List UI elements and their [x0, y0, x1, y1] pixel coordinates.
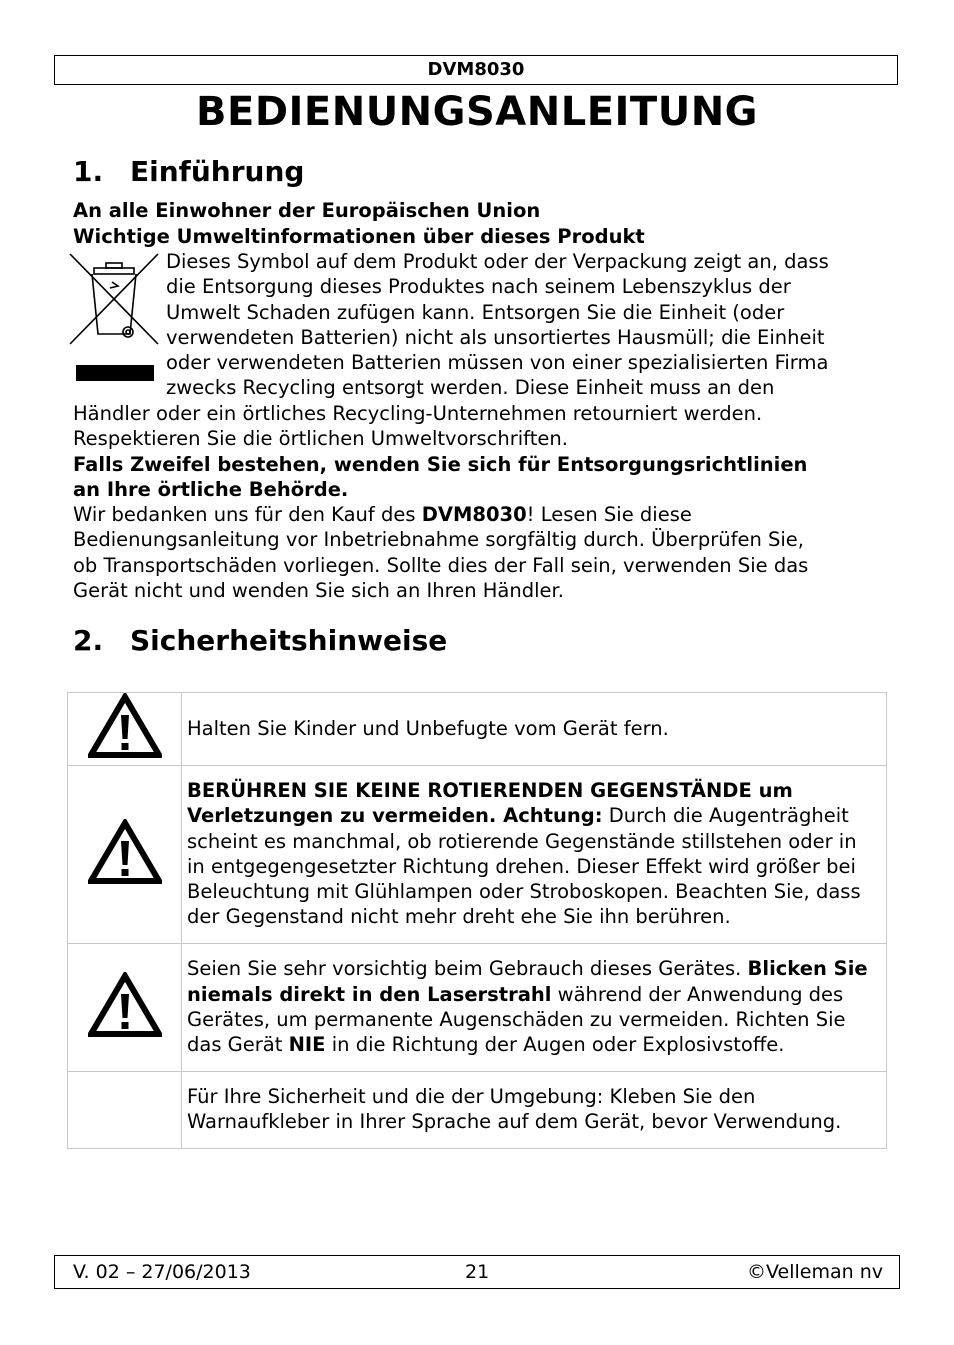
safety-bold-text: NIE: [288, 1033, 326, 1057]
weee-rest-line: Händler oder ein örtliches Recycling-Unternehmen retourniert werden.: [73, 402, 763, 425]
footer-page-number: 21: [465, 1261, 490, 1283]
safety-text-cell: [182, 944, 887, 1072]
warning-triangle-icon: [88, 819, 162, 885]
weee-line: oder verwendeten Batterien müssen von einer spezialisierten Firma: [166, 351, 829, 375]
safety-text: Halten Sie Kinder und Unbefugte vom Gerät fern.: [187, 716, 669, 740]
thanks-pre: Wir bedanken uns für den Kauf des: [73, 503, 422, 527]
safety-icon-cell: [68, 766, 182, 944]
safety-text: in die Richtung der Augen oder Explosivstoffe.: [325, 1033, 785, 1057]
safety-text-cell: [182, 693, 887, 766]
eu-residents-heading: An alle Einwohner der Europäischen Union: [73, 199, 541, 222]
thanks-post: ! Lesen Sie diese: [526, 503, 692, 527]
thanks-line: Gerät nicht und wenden Sie sich an Ihren Händler.: [73, 579, 564, 603]
thanks-line: ob Transportschäden vorliegen. Sollte dies der Fall sein, verwenden Sie das: [73, 553, 809, 577]
warning-triangle-icon: [88, 693, 162, 759]
document-title: BEDIENUNGSANLEITUNG: [196, 89, 758, 135]
section-2-heading: [73, 623, 447, 659]
weee-rest-line: Respektieren Sie die örtlichen Umweltvorschriften.: [73, 427, 568, 451]
weee-line: zwecks Recycling entsorgt werden. Diese Einheit muss an den: [166, 376, 775, 400]
safety-icon-cell: [68, 944, 182, 1072]
safety-row: [68, 766, 887, 944]
header-model: DVM8030: [54, 55, 898, 85]
weee-bin-icon: [68, 252, 160, 384]
footer: [54, 1255, 900, 1289]
footer-copyright: ©Velleman nv: [747, 1261, 883, 1283]
doubt-line: Falls Zweifel bestehen, wenden Sie sich für Entsorgungsrichtlinien: [73, 452, 808, 476]
safety-text: Für Ihre Sicherheit und die der Umgebung: Kleben Sie den Warnaufkleber in Ihrer Sprache auf dem Gerät, bevor Verwendung.: [187, 1085, 842, 1134]
safety-icon-cell-empty: [68, 1072, 182, 1149]
footer-version: V. 02 – 27/06/2013: [73, 1261, 251, 1283]
weee-line: Dieses Symbol auf dem Produkt oder der Verpackung zeigt an, dass: [166, 250, 829, 273]
doubt-line: an Ihre örtliche Behörde.: [73, 477, 349, 501]
safety-text: während der Anwendung des Gerätes, um permanente Augenschäden zu vermeiden. Richten Sie das Gerät: [187, 982, 846, 1057]
safety-text-cell: [182, 766, 887, 944]
section-2-title: Sicherheitshinweise: [130, 624, 448, 657]
weee-text-block: [166, 249, 896, 401]
section-1-title: Einführung: [130, 155, 305, 188]
weee-rest-block: [73, 401, 903, 603]
safety-row: [68, 1072, 887, 1149]
safety-row: [68, 944, 887, 1072]
section-1-number: 1.: [73, 155, 104, 188]
thanks-line: Bedienungsanleitung vor Inbetriebnahme sorgfältig durch. Überprüfen Sie,: [73, 528, 804, 552]
weee-line: die Entsorgung dieses Produktes nach seinem Lebenszyklus der: [166, 275, 791, 299]
environment-info-heading: Wichtige Umweltinformationen über dieses Produkt: [73, 225, 645, 248]
safety-icon-cell: [68, 693, 182, 766]
safety-row: [68, 693, 887, 766]
weee-line: verwendeten Batterien) nicht als unsortiertes Hausmüll; die Einheit: [166, 325, 825, 349]
section-2-number: 2.: [73, 624, 104, 657]
safety-text-cell: [182, 1072, 887, 1149]
safety-bold-text: BERÜHREN SIE KEINE ROTIERENDEN GEGENSTÄNDE um Verletzungen zu vermeiden. Achtung:: [187, 778, 793, 828]
thanks-model: DVM8030: [421, 503, 527, 527]
safety-text: Durch die Augenträgheit scheint es manchmal, ob rotierende Gegenstände stillstehen oder in in entgegengesetzter Richtung drehen. Dieser Effekt wird größer bei Beleuchtung mit Glühlampen oder Stroboskopen. Beachten Sie, dass der Gegenstand nicht mehr dreht ehe Sie ihn berühren.: [187, 804, 861, 929]
safety-bold-text: Blicken Sie niemals direkt in den Laserstrahl: [187, 957, 868, 1006]
thanks-first-line: [73, 502, 903, 527]
safety-text: Seien Sie sehr vorsichtig beim Gebrauch dieses Gerätes.: [187, 957, 748, 981]
safety-table: [67, 692, 887, 1149]
section-1-heading: [73, 154, 304, 190]
weee-line: Umwelt Schaden zufügen kann. Entsorgen Sie die Einheit (oder: [166, 300, 785, 324]
warning-triangle-icon: [88, 972, 162, 1038]
